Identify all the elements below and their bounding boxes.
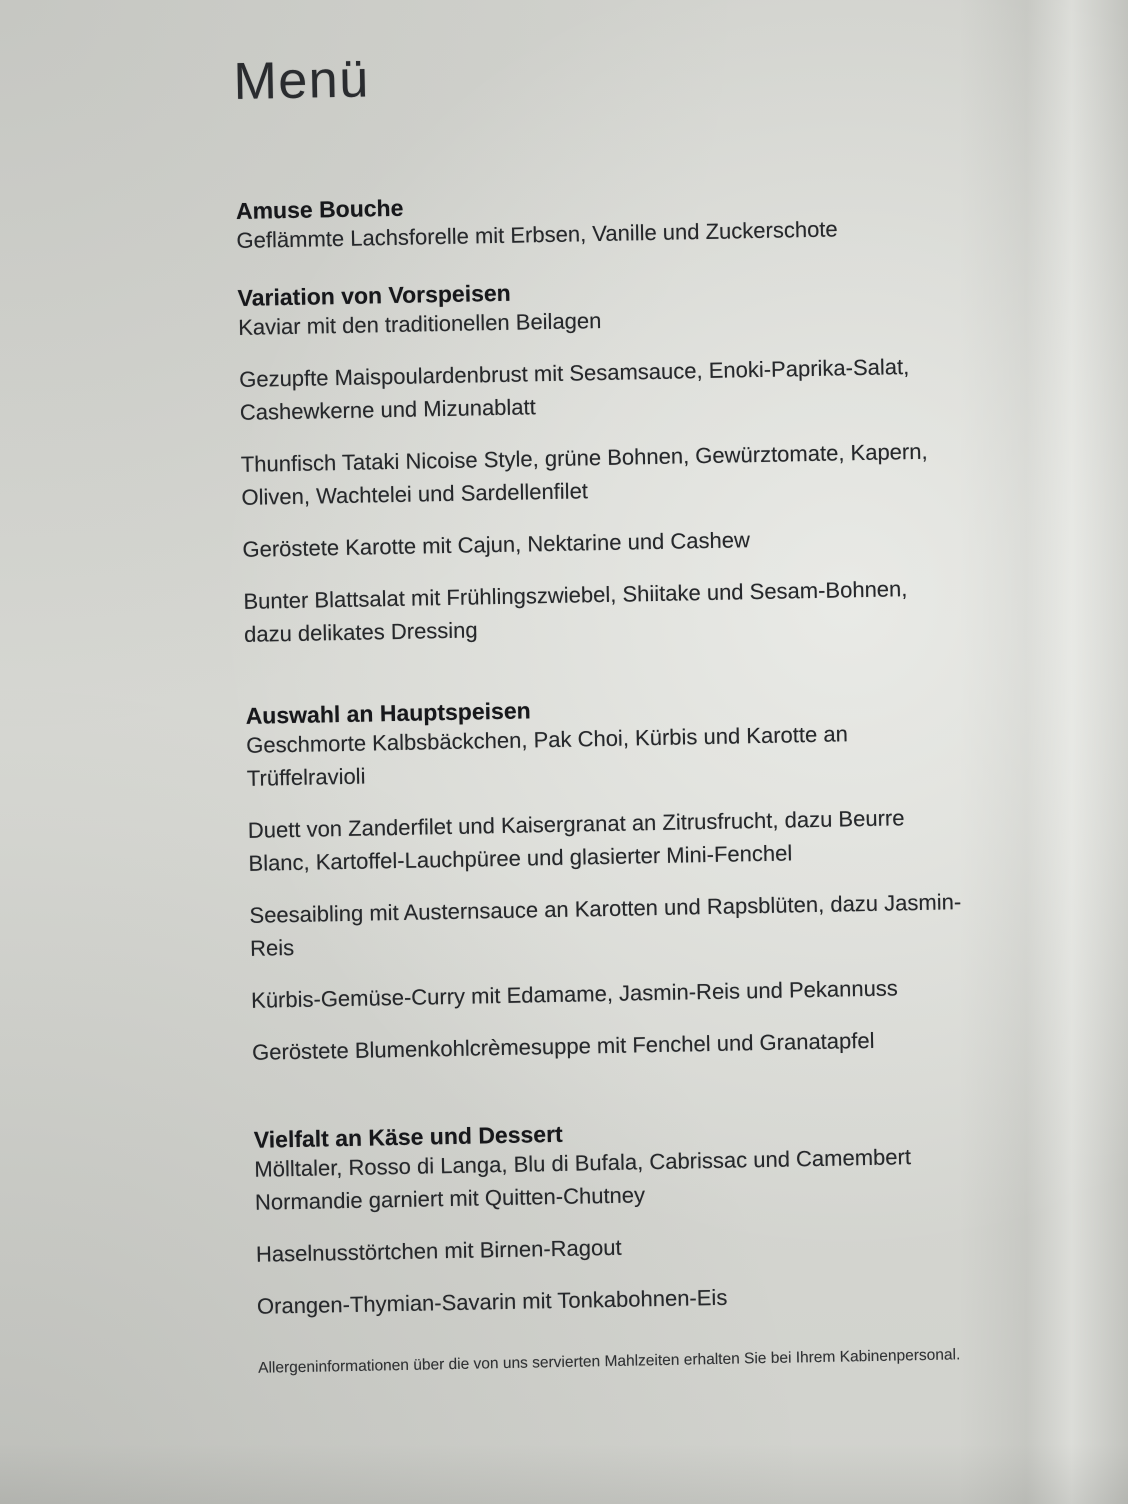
section-hauptspeisen: [245, 688, 1042, 1069]
menu-item: Geröstete Blumenkohlcrèmesuppe mit Fenchel und Granatapfel: [251, 1027, 875, 1065]
section-kaese-dessert: [254, 1112, 1048, 1323]
menu-item: Haselnusstörtchen mit Birnen-Ragout: [255, 1234, 622, 1267]
menu-item: Geröstete Karotte mit Cajun, Nektarine und Cashew: [242, 527, 751, 562]
section-amuse-bouche: [236, 183, 1027, 257]
section-heading: Amuse Bouche: [235, 194, 404, 224]
menu-item: Bunter Blattsalat mit Frühlingszwiebel, Shiitake und Sesam-Bohnen, dazu delikates Dressing: [243, 576, 908, 647]
menu-item: Orangen-Thymian-Savarin mit Tonkabohnen-Eis: [256, 1284, 728, 1319]
section-vorspeisen: [237, 270, 1034, 651]
page-title: Menü: [232, 50, 371, 111]
menu-item: Gezupfte Maispoulardenbrust mit Sesamsauce, Enoki-Paprika-Salat, Cashewkerne und Mizunablatt: [238, 354, 910, 425]
menu-item: Kaviar mit den traditionellen Beilagen: [237, 307, 602, 340]
menu-item: Seesaibling mit Austernsauce an Karotten und Rapsblüten, dazu Jasmin- Reis: [249, 889, 962, 961]
section-heading: Variation von Vorspeisen: [237, 279, 511, 311]
menu-item: Geflämmte Lachsforelle mit Erbsen, Vanille und Zuckerschote: [236, 216, 838, 253]
menu-item: Thunfisch Tataki Nicoise Style, grüne Bohnen, Gewürztomate, Kapern, Oliven, Wachtelei und Sardellenfilet: [240, 438, 928, 510]
menu-item: Kürbis-Gemüse-Curry mit Edamame, Jasmin-Reis und Pekannuss: [250, 975, 899, 1013]
allergen-note: Allergeninformationen über die von uns servierten Mahlzeiten erhalten Sie bei Ihrem Kabinenpersonal.: [258, 1346, 961, 1377]
menu-content: [233, 41, 1049, 1394]
section-heading: Auswahl an Hauptspeisen: [245, 697, 531, 729]
menu-item: Duett von Zanderfilet und Kaisergranat an Zitrusfrucht, dazu Beurre Blanc, Kartoffel-Lauchpüree und glasierter Mini-Fenchel: [247, 805, 905, 876]
menu-item: Mölltaler, Rosso di Langa, Blu di Bufala, Cabrissac und Camembert Normandie garniert mit Quitten-Chutney: [254, 1144, 912, 1215]
menu-item: Geschmorte Kalbsbäckchen, Pak Choi, Kürbis und Karotte an Trüffelravioli: [245, 721, 849, 791]
section-heading: Vielfalt an Käse und Dessert: [253, 1120, 563, 1153]
